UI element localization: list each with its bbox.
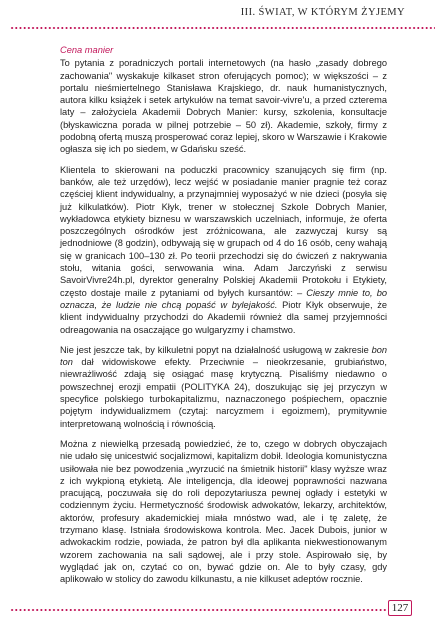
paragraph-3-text: Nie jest jeszcze tak, by kilkuletni popyt na działalność usługową w zakresie — [60, 344, 372, 355]
section-title: Cena manier — [60, 45, 114, 55]
running-head: III. ŚWIAT, W KTÓRYM ŻYJEMY — [240, 7, 405, 18]
paragraph-2 — [60, 164, 387, 336]
bottom-dotted-rule — [10, 609, 387, 611]
page-number: 127 — [388, 600, 412, 616]
paragraph-2-text: Klientela to skierowani na poduczki pracownicy szanujących się firm (np. banków, ale też urzędów), lecz wejść w posiadanie manier pragnie też coraz częściej klient indywidualny, a przynajmniej wyposażyć w nie dzieci (posyła się już kilkulatków). Piotr Kłyk, trener w stołecznej Szkole Dobrych Manier, wykładowca etykiety biznesu w warszawskich uczelniach, informuje, że oferta poszczególnych ośrodków jest zróżnicowana, ale zazwyczaj kursy są jednodniowe (8 godzin), odbywają się w grupach od 4 do 16 osób, ceny wahają się w granicach 100–130 zł. Po teorii przechodzi się do ćwiczeń z nakrywania stołu, witania gości, serwowania wina. Adam Jarczyński z serwisu SavoirVivre24h.pl, dyrektor generalny Polskiej Akademii Protokołu i Etykiety, często dostaje maile z pytaniami od byłych kursantów: – — [60, 164, 387, 298]
top-dotted-rule — [10, 27, 435, 29]
paragraph-3 — [60, 344, 387, 430]
paragraph-4: Można z niewielką przesadą powiedzieć, że to, czego w dobrych obyczajach nie udało się unicestwić socjalizmowi, kapitalizm dobił. Ideologia komunistyczna usiłowała nie bez powodzenia „wyrzucić na śmietnik historii" klasy wyższe wraz z ich wykpioną etykietą. Ale inteligencja, dla ideowej poprawności nazwana pracującą, poczuwała się do roli depozytariusza pewnej ogłady i estetyki w codziennym życiu. Hermetyczność środowisk adwokatów, lekarzy, architektów, aktorów, profesury akademickiej miała mnóstwo wad, ale i tę zaletę, że trzymano klasę. Istniała środowiskowa kontrola. Mec. Jacek Dubois, junior w adwokackim rodzie, powiada, że patron był dla aplikanta niekwestionowanym wzorem zachowania na sali sądowej, ale i przy stole. Aspirowało się, by wyglądać jak on, czytać co on, bywać gdzie on. Ale to były czasy, gdy aplikowało w stolicy do zawodu kilkunastu, a nie kilkuset adeptów rocznie. — [60, 438, 387, 585]
paragraph-3-emphasis: bon ton — [60, 344, 387, 368]
paragraph-1: To pytania z poradniczych portali internetowych (na hasło „zasady dobrego zachowania" wyskakuje kilkaset stron oferujących pomoc); w większości – z portalu nieśmiertelnego Stanisława Krajskiego, dr. nauk humanistycznych, autora kilku książek i setek artykułów na temat savoir-vivre'u, a przed czterema laty – założyciela Akademii Dobrych Manier: kursy, szkolenia, konsultacje (błyskawiczna porada w pilnej potrzebie – 50 zł). Akademie, szkoły, firmy z podobną ofertą muszą prosperować coraz lepiej, skoro w Warszawie i Krakowie ogłasza się ich po siedem, w Gdańsku sześć. — [60, 58, 387, 155]
paragraph-3-text-end: dał widowiskowe efekty. Przeciwnie – nieokrzesanie, grubiaństwo, niewrażliwość zdają się osiągać masę krytyczną. Pisaliśmy niedawno o powszechnej erozji empatii (POLITYKA 24), doszukując się jej przyczyn w specyfice polskiego turbokapitalizmu, naznaczonego pośpiechem, opacznie pojętym indywidualizmem (czytaj: narcyzmem i egoizmem), prymitywnie interpretowaną wolnością i równością. — [60, 357, 387, 429]
paragraph-2-text-end: Piotr Kłyk obserwuje, że klient indywidualny przychodzi do Akademii również dla samej przyjemności odreagowania na osaczające go wulgaryzmy i chamstwo. — [60, 299, 387, 335]
article-body — [60, 44, 387, 593]
paragraph-2-quote: Cieszy mnie to, bo oznacza, że ludzie nie chcą popaść w bylejakość. — [60, 287, 387, 310]
